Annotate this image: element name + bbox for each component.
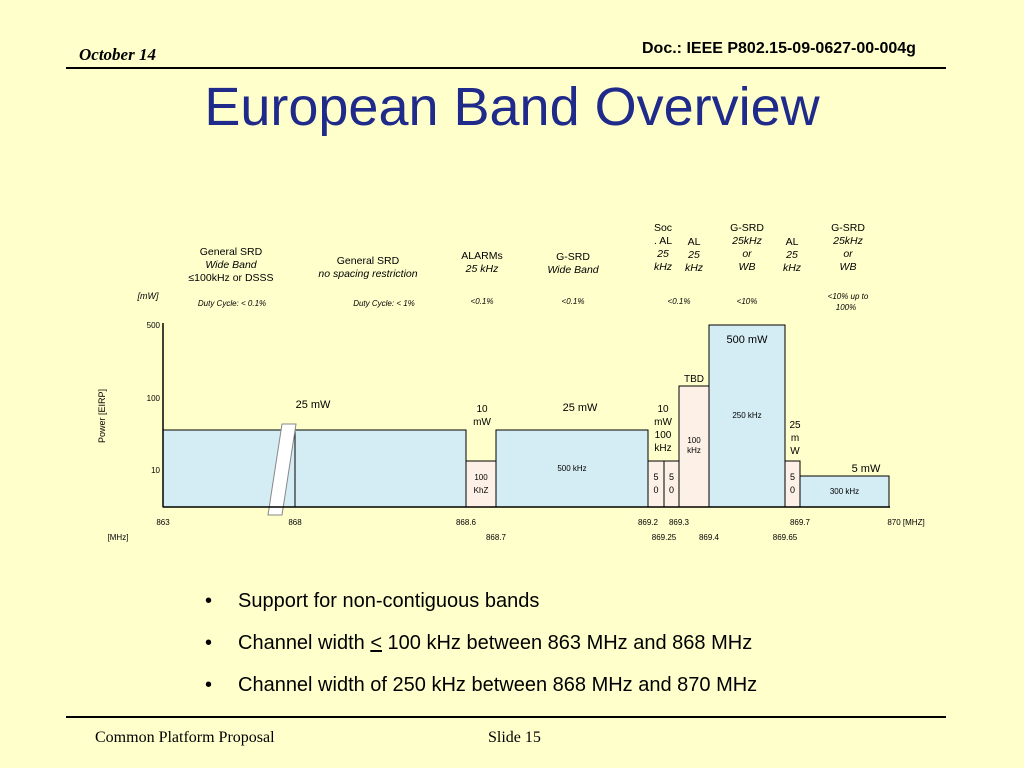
band-width-label: KhZ (473, 486, 489, 495)
category-label: or (742, 248, 752, 260)
band-power-label: 25 (789, 420, 801, 431)
category-label: 25kHz (732, 235, 762, 247)
x-tick-label: 869.3 (668, 518, 690, 527)
band-width-label: 0 (668, 485, 675, 495)
category-label: 25 (688, 249, 700, 261)
category-label: Soc (653, 222, 673, 234)
category-label: or (843, 248, 853, 260)
category-label: Wide Band (547, 264, 599, 276)
band-power-label: TBD (684, 374, 704, 385)
category-label: kHz (782, 262, 802, 274)
band-power-label: 10 (657, 404, 669, 415)
band-power-label: mW (473, 417, 491, 428)
bullet-item: • Channel width of 250 kHz between 868 MHz and 870 MHz (205, 672, 757, 714)
y-tick-label: 10 (151, 466, 160, 475)
bullet-list (205, 588, 757, 714)
category-label: 25 (786, 249, 798, 261)
x-tick-label: 869.4 (698, 533, 720, 542)
band-width-label: 500 kHz (557, 464, 587, 473)
band-bar-alarms-2 (664, 461, 679, 507)
band-width-label: 250 kHz (732, 411, 762, 420)
category-label: General SRD (336, 255, 400, 267)
category-label: Wide Band (205, 259, 257, 271)
category-label: kHz (684, 262, 704, 274)
duty-cycle-label: <0.1% (561, 297, 585, 306)
category-label: 25 (657, 248, 669, 260)
band-power-label: 25 mW (295, 399, 331, 411)
y-tick-label: 500 (146, 321, 160, 330)
category-label: . AL (653, 235, 673, 247)
band-width-label: 0 (789, 485, 796, 495)
footer-title: Common Platform Proposal (95, 729, 275, 746)
category-label: G-SRD (730, 222, 764, 234)
band-power-label: mW (654, 417, 672, 428)
band-width-label: 100 (687, 436, 701, 445)
y-unit-label: [mW] (137, 291, 159, 301)
duty-cycle-label: <10% up to (827, 292, 869, 301)
y-tick-label: 100 (146, 394, 160, 403)
band-power-label: 500 mW (726, 334, 768, 346)
category-label: General SRD (199, 246, 263, 258)
band-width-label: 5 (668, 472, 675, 482)
slide-title: European Band Overview (204, 77, 820, 137)
band-bar-alarms-4 (785, 461, 800, 507)
band-width-label: kHz (687, 446, 701, 455)
x-unit-label: [MHz] (107, 533, 129, 542)
band-width-label: 100 (474, 473, 488, 482)
duty-cycle-label: Duty Cycle: < 1% (353, 299, 415, 308)
slide-number: Slide 15 (488, 729, 541, 746)
category-label: WB (738, 261, 756, 273)
category-label: G-SRD (556, 251, 590, 263)
category-label: 25kHz (833, 235, 863, 247)
category-label: G-SRD (831, 222, 865, 234)
category-label: ≤100kHz or DSSS (188, 272, 274, 284)
x-tick-label: 869.25 (651, 533, 677, 542)
band-bar-srd-nospacing (295, 430, 466, 507)
duty-cycle-label: Duty Cycle: < 0.1% (197, 299, 267, 308)
band-width-label: 5 (653, 472, 659, 482)
bullet-item: • Channel width < 100 kHz between 863 MHz and 868 MHz (205, 630, 757, 672)
band-bar-social-alarm (648, 461, 664, 507)
band-power-label: 5 mW (851, 463, 881, 475)
band-power-label: kHz (654, 443, 672, 454)
x-tick-label: 869.7 (789, 518, 811, 527)
duty-cycle-label: <10% (736, 297, 758, 306)
band-width-label: 300 kHz (829, 487, 860, 496)
duty-cycle-label: <0.1% (470, 297, 494, 306)
category-label: no spacing restriction (318, 268, 418, 280)
duty-cycle-label: <0.1% (667, 297, 691, 306)
category-label: AL (687, 236, 701, 248)
band-power-label: W (790, 446, 800, 457)
bullet-item: • Support for non-contiguous bands (205, 588, 757, 630)
band-power-label: 100 (654, 430, 672, 441)
category-label: kHz (653, 261, 673, 273)
band-power-label: m (790, 433, 800, 444)
x-tick-label: 863 (156, 518, 170, 527)
category-label: WB (839, 261, 857, 273)
x-tick-label: 869.2 (637, 518, 659, 527)
category-label: AL (785, 236, 799, 248)
category-label: ALARMs (461, 250, 503, 262)
duty-cycle-label: 100% (835, 303, 857, 312)
band-width-label: 5 (789, 472, 796, 482)
x-tick-label: 868 (288, 518, 302, 527)
x-tick-label: 869.65 (772, 533, 798, 542)
header-doc-id: Doc.: IEEE P802.15-09-0627-00-004g (642, 40, 916, 57)
x-tick-label: 870 [MHZ] (887, 518, 925, 527)
category-label: 25 kHz (465, 263, 499, 275)
header-date: October 14 (79, 45, 156, 64)
y-axis-label: Power [EIRP] (97, 388, 107, 444)
band-power-label: 10 (476, 404, 488, 415)
footer-rule (66, 716, 946, 718)
x-tick-label: 868.6 (455, 518, 477, 527)
x-tick-label: 868.7 (485, 533, 507, 542)
band-power-label: 25 mW (562, 402, 598, 414)
band-bar-alarms-1 (466, 461, 496, 507)
band-width-label: 0 (653, 485, 659, 495)
